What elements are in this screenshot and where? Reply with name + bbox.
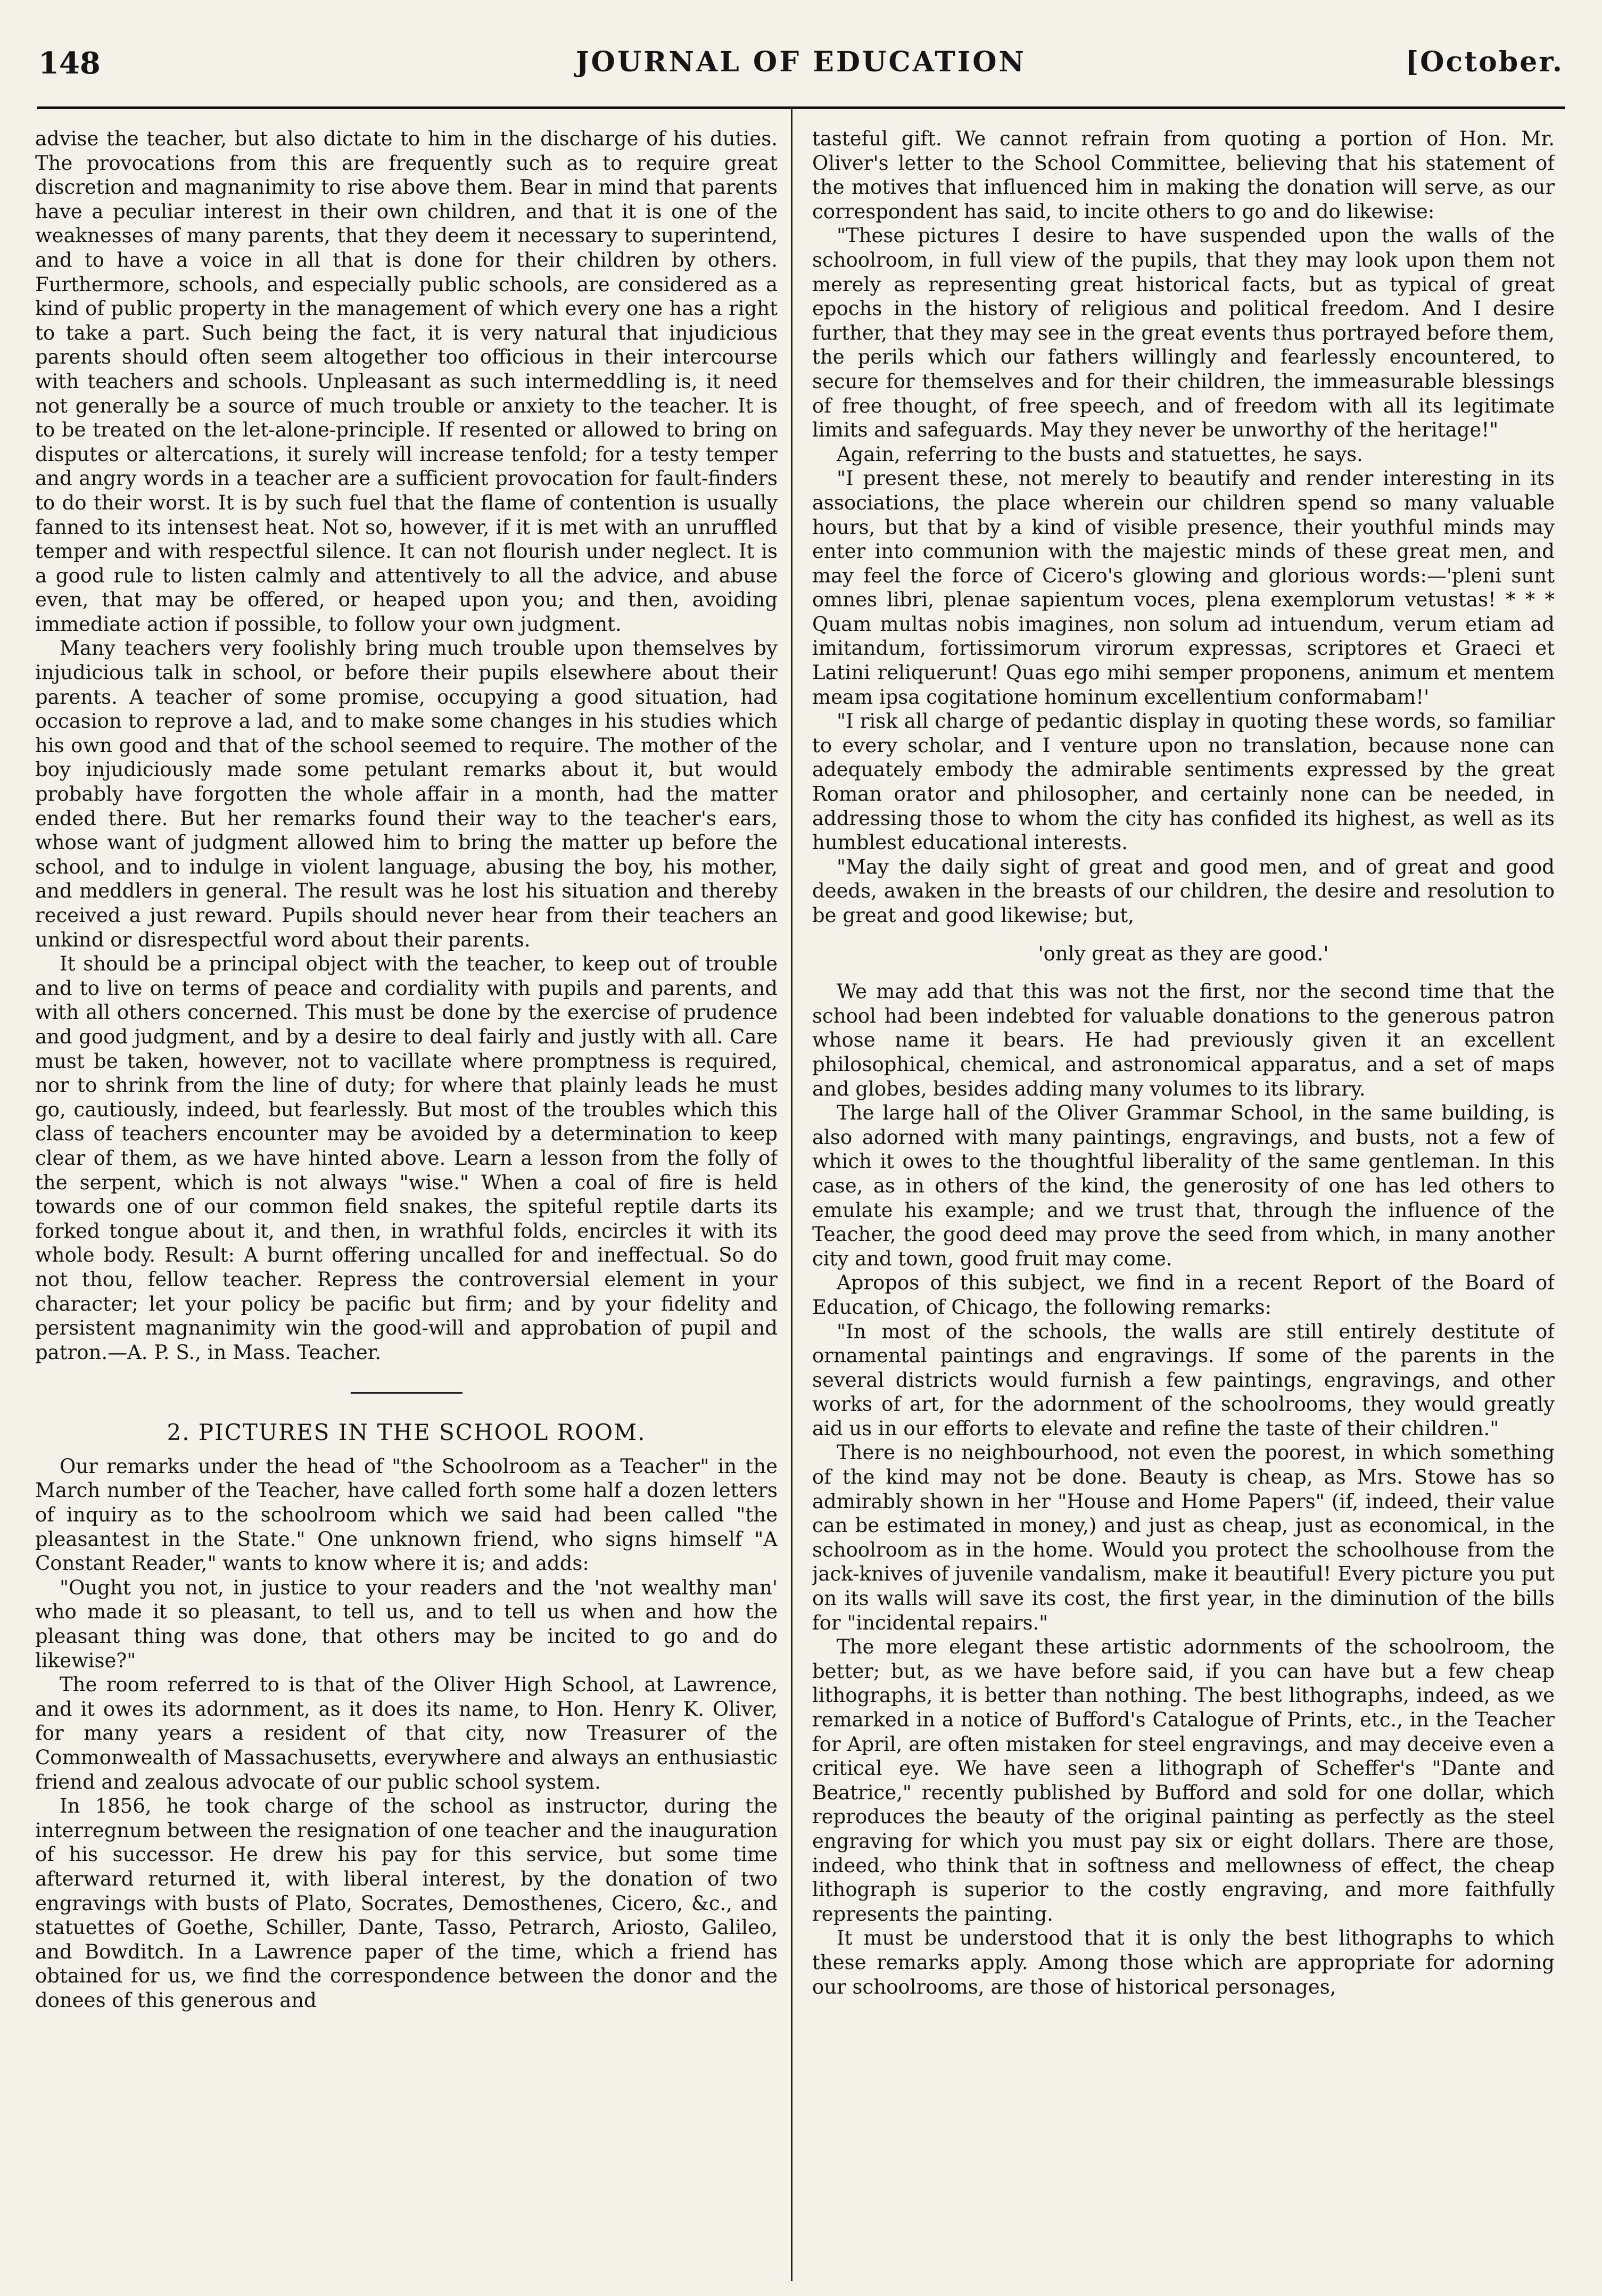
page-number: 148 (38, 46, 101, 81)
paragraph: It must be understood that it is only the best lithographs to which these remarks apply. Among those which are appropriate for adorning our schoolrooms, are those of historical personages, (812, 1927, 1555, 1998)
page-header (38, 46, 1564, 94)
paragraph: The more elegant these artistic adornments of the schoolroom, the better; but, as we have before said, if you can have but a few cheap lithographs, it is better than nothing. The best lithographs, indeed, as we remarked in a notice of Bufford's Catalogue of Prints, etc., in the Teacher for April, are often mistaken for steel engravings, and may deceive even a critical eye. We have seen a lithograph of Scheffer's "Dante and Beatrice," recently published by Bufford and sold for one dollar, which reproduces the beauty of the original painting as perfectly as the steel engraving for which you must pay six or eight dollars. There are those, indeed, who think that in softness and mellowness of effect, the cheap lithograph is superior to the costly engraving, and more faithfully represents the painting. (812, 1635, 1555, 1925)
paragraph: Apropos of this subject, we find in a recent Report of the Board of Education, of Chicago, the following remarks: (812, 1271, 1555, 1319)
quoted-paragraph: "I present these, not merely to beautify and render interesting in its associations, the place wherein our children spend so many valuable hours, but that by a kind of visible presence, their youthful minds may enter into communion with the majestic minds of these great men, and may feel the force of Cicero's glowing and glorious words:—'pleni sunt omnes libri, plenae sapientum voces, plena exemplorum vetustas! * * * Quam multas nobis imagines, non solum ad intuendum, verum etiam ad imitandum, fortissimorum virorum expressas, scriptores et Graeci et Latini reliquerunt! Quas ego mihi semper proponens, animum et mentem meam ipsa cogitatione hominum excellentium conformabam!' (812, 467, 1555, 709)
paragraph: Many teachers very foolishly bring much trouble upon themselves by injudicious talk in school, or before their pupils elsewhere about their parents. A teacher of some promise, occupying a good situation, had occasion to reprove a lad, and to make some changes in his studies which his own good and that of the school seemed to require. The mother of the boy injudiciously made some petulant remarks about it, but would probably have forgotten the whole affair in a month, had the matter ended there. But her remarks found their way to the teacher's ears, whose want of judgment allowed him to bring the matter up before the school, and to indulge in violent language, abusing the boy, his mother, and meddlers in general. The result was he lost his situation and thereby received a just reward. Pupils should never hear from their teachers an unkind or disrespectful word about their parents. (35, 637, 778, 951)
section-divider (351, 1392, 463, 1394)
quoted-paragraph: "May the daily sight of great and good men, and of great and good deeds, awaken in the breasts of our children, the desire and resolution to be great and good likewise; but, (812, 855, 1555, 927)
journal-title: JOURNAL OF EDUCATION (575, 46, 1027, 78)
paragraph: There is no neighbourhood, not even the poorest, in which something of the kind may not be done. Beauty is cheap, as Mrs. Stowe has so admirably shown in her "House and Home Papers" (if, indeed, their value can be estimated in money,) and just as cheap, just as economical, in the schoolroom as in the home. Would you protect the schoolhouse from the jack-knives of juvenile vandalism, make it beautiful! Every picture you put on its walls will save its cost, the first year, in the diminution of the bills for "incidental repairs." (812, 1441, 1555, 1634)
paragraph: Our remarks under the head of "the Schoolroom as a Teacher" in the March number of the Teacher, have called forth some half a dozen letters of inquiry as to the schoolroom which we said had been called "the pleasantest in the State." One unknown friend, who signs himself "A Constant Reader," wants to know where it is; and adds: (35, 1454, 778, 1575)
right-column (812, 127, 1555, 2283)
quoted-paragraph: "I risk all charge of pedantic display in quoting these words, so familiar to every scholar, and I venture upon no translation, because none can adequately embody the admirable sentiments expressed by the great Roman orator and philosopher, and certainly none can be needed, in addressing those to whom the city has confided its highest, as well as its humblest educational interests. (812, 710, 1555, 854)
paragraph: In 1856, he took charge of the school as instructor, during the interregnum between the resignation of one teacher and the inauguration of his successor. He drew his pay for this service, but some time afterward returned it, with liberal interest, by the donation of two engravings with busts of Plato, Socrates, Demosthenes, Cicero, &c., and statuettes of Goethe, Schiller, Dante, Tasso, Petrarch, Ariosto, Galileo, and Bowditch. In a Lawrence paper of the time, which a friend has obtained for us, we find the correspondence between the donor and the donees of this generous and (35, 1795, 778, 2012)
pull-quote: 'only great as they are good.' (1038, 942, 1329, 965)
quoted-paragraph: "Ought you not, in justice to your readers and the 'not wealthy man' who made it so pleasant, to tell us, and to tell us when and how the pleasant thing was done, that others may be incited to go and do likewise?" (35, 1576, 778, 1672)
paragraph: The room referred to is that of the Oliver High School, at Lawrence, and it owes its adornment, as it does its name, to Hon. Henry K. Oliver, for many years a resident of that city, now Treasurer of the Commonwealth of Massachusetts, everywhere and always an enthusiastic friend and zealous advocate of our public school system. (35, 1673, 778, 1793)
paragraph: The large hall of the Oliver Grammar School, in the same building, is also adorned with many paintings, engravings, and busts, not a few of which it owes to the thoughtful liberality of the same gentleman. In this case, as in others of the kind, the generosity of one has led others to emulate his example; and we trust that, through the influence of the Teacher, the good deed may prove the seed from which, in many another city and town, good fruit may come. (812, 1101, 1555, 1270)
paragraph: tasteful gift. We cannot refrain from quoting a portion of Hon. Mr. Oliver's letter to the School Committee, believing that his statement of the motives that influenced him in making the donation will serve, as our correspondent has said, to incite others to go and do likewise: (812, 127, 1555, 223)
paragraph: advise the teacher, but also dictate to him in the discharge of his duties. The provocations from this are frequently such as to require great discretion and magnanimity to rise above them. Bear in mind that parents have a peculiar interest in their own children, and that it is one of the weaknesses of many parents, that they deem it necessary to superintend, and to have a voice in all that is done for their children by others. Furthermore, schools, and especially public schools, are considered as a kind of public property in the management of which every one has a right to take a part. Such being the fact, it is very natural that injudicious parents should often seem altogether too officious in their intercourse with teachers and schools. Unpleasant as such intermeddling is, it need not generally be a source of much trouble or anxiety to the teacher. It is to be treated on the let-alone-principle. If resented or allowed to bring on disputes or altercations, it surely will increase tenfold; for a testy temper and angry words in a teacher are a sufficient provocation for fault-finders to do their worst. It is by such fuel that the flame of contention is usually fanned to its intensest heat. Not so, however, if it is met with an unruffled temper and with respectful silence. It can not flourish under neglect. It is a good rule to listen calmly and attentively to all the advice, and abuse even, that may be offered, or heaped upon you; and then, avoiding immediate action if possible, to follow your own judgment. (35, 127, 778, 636)
quoted-paragraph: "In most of the schools, the walls are still entirely destitute of ornamental paintings and engravings. If some of the parents in the several districts would furnish a few paintings, engravings, and other works of art, for the adornment of the schoolrooms, they would greatly aid us in our efforts to elevate and refine the taste of their children." (812, 1320, 1555, 1440)
quoted-paragraph: "These pictures I desire to have suspended upon the walls of the schoolroom, in full view of the pupils, that they may look upon them not merely as representing great historical facts, but as typical of great epochs in the history of religious and political freedom. And I desire further, that they may see in the great events thus portrayed before them, the perils which our fathers willingly and fearlessly encountered, to secure for themselves and for their children, the immeasurable blessings of free thought, of free speech, and of freedom with all its legitimate limits and safeguards. May they never be unworthy of the heritage!" (812, 224, 1555, 442)
section-heading: 2. PICTURES IN THE SCHOOL ROOM. (167, 1419, 646, 1446)
column-divider (791, 109, 792, 2281)
left-column (35, 127, 778, 2283)
paragraph: We may add that this was not the first, nor the second time that the school had been indebted for valuable donations to the generous patron whose name it bears. He had previously given it an excellent philosophical, chemical, and astronomical apparatus, and a set of maps and globes, besides adding many volumes to its library. (812, 980, 1555, 1100)
header-rule (37, 106, 1565, 109)
paragraph: Again, referring to the busts and statuettes, he says. (837, 442, 1363, 466)
paragraph: It should be a principal object with the teacher, to keep out of trouble and to live on terms of peace and cordiality with pupils and parents, and with all others concerned. This must be done by the exercise of prudence and good judgment, and by a desire to deal fairly and justly with all. Care must be taken, however, not to vacillate where promptness is required, nor to shrink from the line of duty; for where that plainly leads he must go, cautiously, indeed, but fearlessly. But most of the troubles which this class of teachers encounter may be avoided by a determination to keep clear of them, as we have hinted above. Learn a lesson from the folly of the serpent, which is not always "wise." When a coal of fire is held towards one of our common field snakes, the spiteful reptile darts its forked tongue about it, and then, in wrathful folds, encircles it with its whole body. Result: A burnt offering uncalled for and ineffectual. So do not thou, fellow teacher. Repress the controversial element in your character; let your policy be pacific but firm; and by your fidelity and persistent magnanimity win the good-will and approbation of pupil and patron.—A. P. S., in Mass. Teacher. (35, 952, 778, 1364)
issue-month: [October. (1405, 46, 1564, 78)
